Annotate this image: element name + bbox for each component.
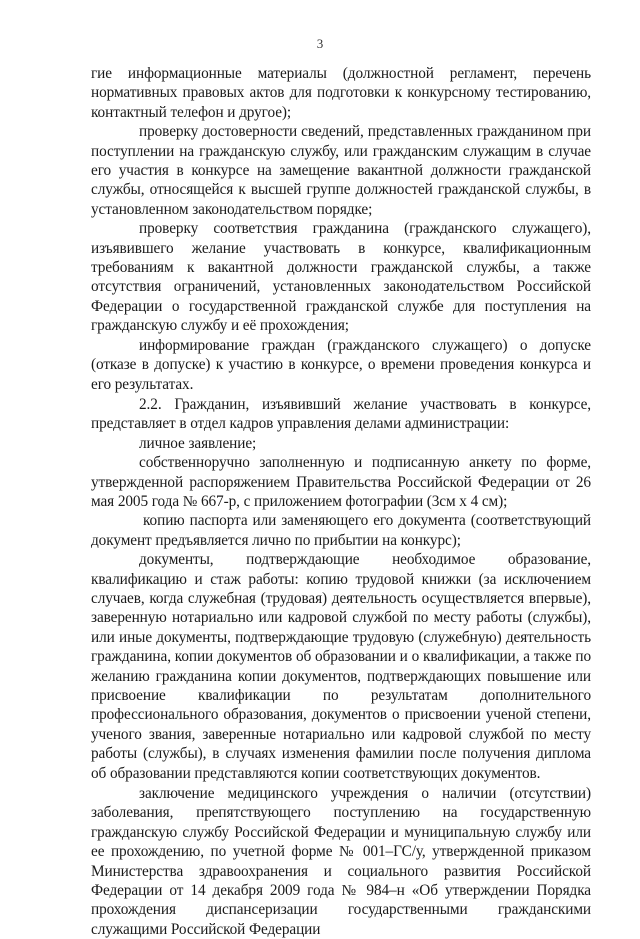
paragraph-education-documents: документы, подтверждающие необходимое образование, квалификацию и стаж работы: копию трудовой книжки (за исключением случаев, когда служебная (трудовая) деятельность осуществляется впервые), заверенную нотариально или кадровой службой по месту работы (службы), или иные документы, подтверждающие трудовую (служебную) деятельность гражданина, копии документов об образовании и о квалификации, а также по желанию гражданина копии документов, подтверждающих повышение или присвоение квалификации по результатам дополнительного профессионального образования, документов о присвоении ученой степени, ученого звания, заверенные нотариально или кадровой службой по месту работы (службы), в случаях изменения фамилии после получения диплома об образовании представляются копии соответствующих документов. (91, 551, 591, 782)
paragraph-section-2-2: 2.2. Гражданин, изъявивший желание участвовать в конкурсе, представляет в отдел кадров управления делами администрации: (91, 395, 591, 433)
document-body (91, 64, 591, 939)
paragraph-medical-certificate: заключение медицинского учреждения о наличии (отсутствии) заболевания, препятствующего поступлению на государственную гражданскую службу Российской Федерации и муниципальную службу или ее прохождению, по учетной форме № 001–ГС/у, утвержденной приказом Министерства здравоохранения и социального развития Российской Федерации от 14 декабря 2009 года № 984–н «Об утверждении Порядка прохождения диспансеризации государственными гражданскими служащими Российской Федерации (91, 785, 591, 938)
paragraph-verification-of-information: проверку достоверности сведений, представленных гражданином при поступлении на гражданскую службу, или гражданским служащим в случае его участия в конкурсе на замещение вакантной должности гражданской службы, относящейся к высшей группе должностей гражданской службы, в установленном законодательством порядке; (91, 123, 591, 218)
page-number: 3 (316, 36, 324, 51)
paragraph-informing-citizens: информирование граждан (гражданского служащего) о допуске (отказе в допуске) к участию в конкурсе, о времени проведения конкурса и его результатах. (91, 336, 591, 393)
paragraph-questionnaire: собственноручно заполненную и подписанную анкету по форме, утвержденной распоряжением Правительства Российской Федерации от 26 мая 2005 года № 667-р, с приложением фотографии (3см х 4 см); (91, 454, 591, 510)
paragraph-compliance-check: проверку соответствия гражданина (гражданского служащего), изъявившего желание участвовать в конкурсе, квалификационным требованиям к вакантной должности гражданской службы, а также отсутствия ограничений, установленных законодательством Российской Федерации о государственной гражданской службе для поступления на гражданскую службу и её прохождения; (91, 220, 591, 335)
paragraph-personal-application: личное заявление; (139, 434, 257, 452)
paragraph-continuation: гие информационные материалы (должностной регламент, перечень нормативных правовых актов для подготовки к конкурсному тестированию, контактный телефон и другое); (91, 65, 591, 121)
paragraph-passport-copy: копию паспорта или заменяющего его документа (соответствующий документ предъявляется лично по прибытии на конкурс); (91, 512, 591, 549)
